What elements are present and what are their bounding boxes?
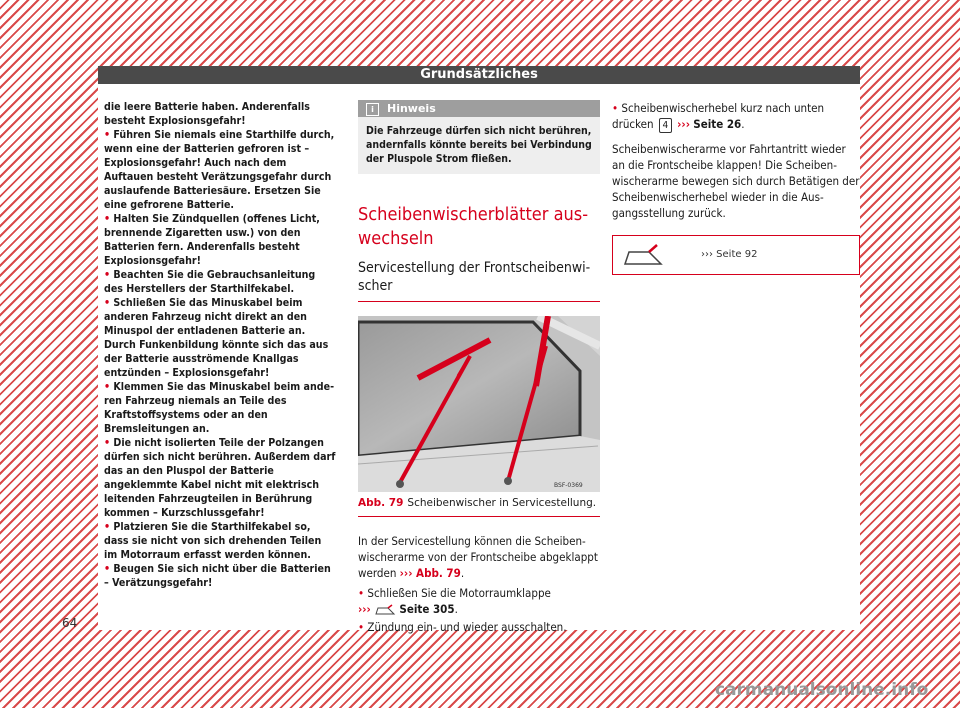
- warning-bullet-3: • Beachten Sie die Gebrauchsanleitung des Herstellers der Starthilfekabel.: [104, 269, 316, 295]
- page-link-arrows[interactable]: ›››: [677, 117, 690, 131]
- bullet-icon: •: [104, 297, 111, 309]
- bullet-icon: •: [104, 521, 111, 533]
- warning-bullet-1: • Führen Sie niemals eine Starthilfe durch, wenn eine der Batterien gefroren ist – Explosionsgefahr! Auch nach dem Auftauen besteht Verätzungsgefahr durch auslaufende Batteriesäure. Ersetzen Sie eine gefrorene Batterie.: [104, 129, 335, 211]
- watermark: carmanualsonline.info: [715, 680, 929, 700]
- hint-header: [358, 100, 600, 117]
- warning-bullet-6: • Die nicht isolierten Teile der Polzangen dürfen sich nicht berühren. Außerdem darf das an den Pluspol der Batterie angeklemmte Kabel nicht mit elektrisch leitenden Fahrzeugteilen in Berührung kommen – Kurzschlussgefahr!: [104, 437, 336, 519]
- warning-bullet-2: • Halten Sie Zündquellen (offenes Licht, brennende Zigaretten usw.) von den Batterien fern. Anderenfalls besteht Explosionsgefahr!: [104, 213, 320, 267]
- subsection-title: Servicestellung der Frontscheibenwischer: [358, 259, 600, 302]
- caption-label: Abb. 79: [358, 497, 404, 509]
- info-icon: i: [366, 103, 379, 116]
- bullet-icon: •: [104, 129, 111, 141]
- page-header: Grundsätzliches: [98, 66, 860, 84]
- hint-title: Hinweis: [387, 102, 436, 115]
- warning-bullet-8: • Beugen Sie sich nicht über die Batterien – Verätzungsgefahr!: [104, 563, 331, 589]
- bullet-icon: •: [104, 213, 111, 225]
- engine-hood-icon: [621, 242, 665, 268]
- warning-intro: die leere Batterie haben. Anderenfalls besteht Explosionsgefahr!: [104, 101, 310, 127]
- hint-text: Die Fahrzeuge dürfen sich nicht berühren, andernfalls könnte bereits bei Verbindung der Pluspole Strom fließen.: [366, 125, 592, 165]
- warning-column: [104, 100, 336, 590]
- step-bullet-1: • Schließen Sie die Motorraumklappe ››› Seite 305.: [358, 586, 551, 616]
- reference-box: [612, 235, 860, 275]
- step-bullet-3: • Scheibenwischerhebel kurz nach unten drücken 4 ››› Seite 26.: [612, 101, 825, 131]
- bullet-icon: •: [104, 563, 111, 575]
- section-title: Scheibenwischerblätter auswechseln: [358, 204, 589, 249]
- bullet-icon: •: [104, 437, 111, 449]
- reference-link[interactable]: ››› Seite 92: [701, 249, 758, 260]
- engine-hood-icon: [374, 604, 396, 616]
- bullet-icon: •: [104, 269, 111, 281]
- bullet-icon: •: [104, 381, 111, 393]
- warning-bullet-7: • Platzieren Sie die Starthilfekabel so, dass sie nicht von sich drehenden Teilen im Motorraum erfasst werden können.: [104, 521, 322, 561]
- wiper-illustration: [358, 316, 600, 492]
- bullet-icon: •: [358, 586, 365, 600]
- bullet-icon: •: [612, 101, 619, 115]
- page-ref[interactable]: Seite 26: [693, 117, 742, 131]
- item-number-badge: 4: [659, 118, 672, 133]
- right-column: [612, 100, 860, 275]
- page-link-arrows[interactable]: ›››: [358, 602, 371, 616]
- page-number: 64: [62, 616, 78, 630]
- figure-link[interactable]: ››› Abb. 79: [399, 566, 461, 580]
- hint-box: [358, 100, 600, 174]
- figure-code: BSF-0369: [554, 482, 583, 489]
- wiper-figure: [358, 316, 600, 492]
- service-paragraph: In der Servicestellung können die Scheibenwischerarme von der Frontscheibe abgeklappt werden ››› Abb. 79.: [358, 534, 598, 580]
- page-ref[interactable]: Seite 305: [399, 602, 455, 616]
- figure-caption: [358, 496, 600, 517]
- warning-bullet-4: • Schließen Sie das Minuskabel beim anderen Fahrzeug nicht direkt an den Minuspol der entladenen Batterie an. Durch Funkenbildung könnte sich das aus der Batterie ausströmende Knallgas entzünden – Explosionsgefahr!: [104, 297, 329, 379]
- bullet-icon: •: [358, 620, 365, 634]
- main-column: [358, 100, 600, 635]
- caption-text: Scheibenwischer in Servicestellung.: [407, 497, 597, 509]
- step-bullet-2: • Zündung ein- und wieder ausschalten.: [358, 620, 567, 634]
- return-paragraph: Scheibenwischerarme vor Fahrtantritt wieder an die Frontscheibe klappen! Die Scheibenwischerarme bewegen sich durch Betätigen der Scheibenwischerhebel wieder in die Ausgangsstellung zurück.: [612, 142, 860, 220]
- warning-bullet-5: • Klemmen Sie das Minuskabel beim anderen Fahrzeug niemals an Teile des Kraftstoffsystems oder an den Bremsleitungen an.: [104, 381, 335, 435]
